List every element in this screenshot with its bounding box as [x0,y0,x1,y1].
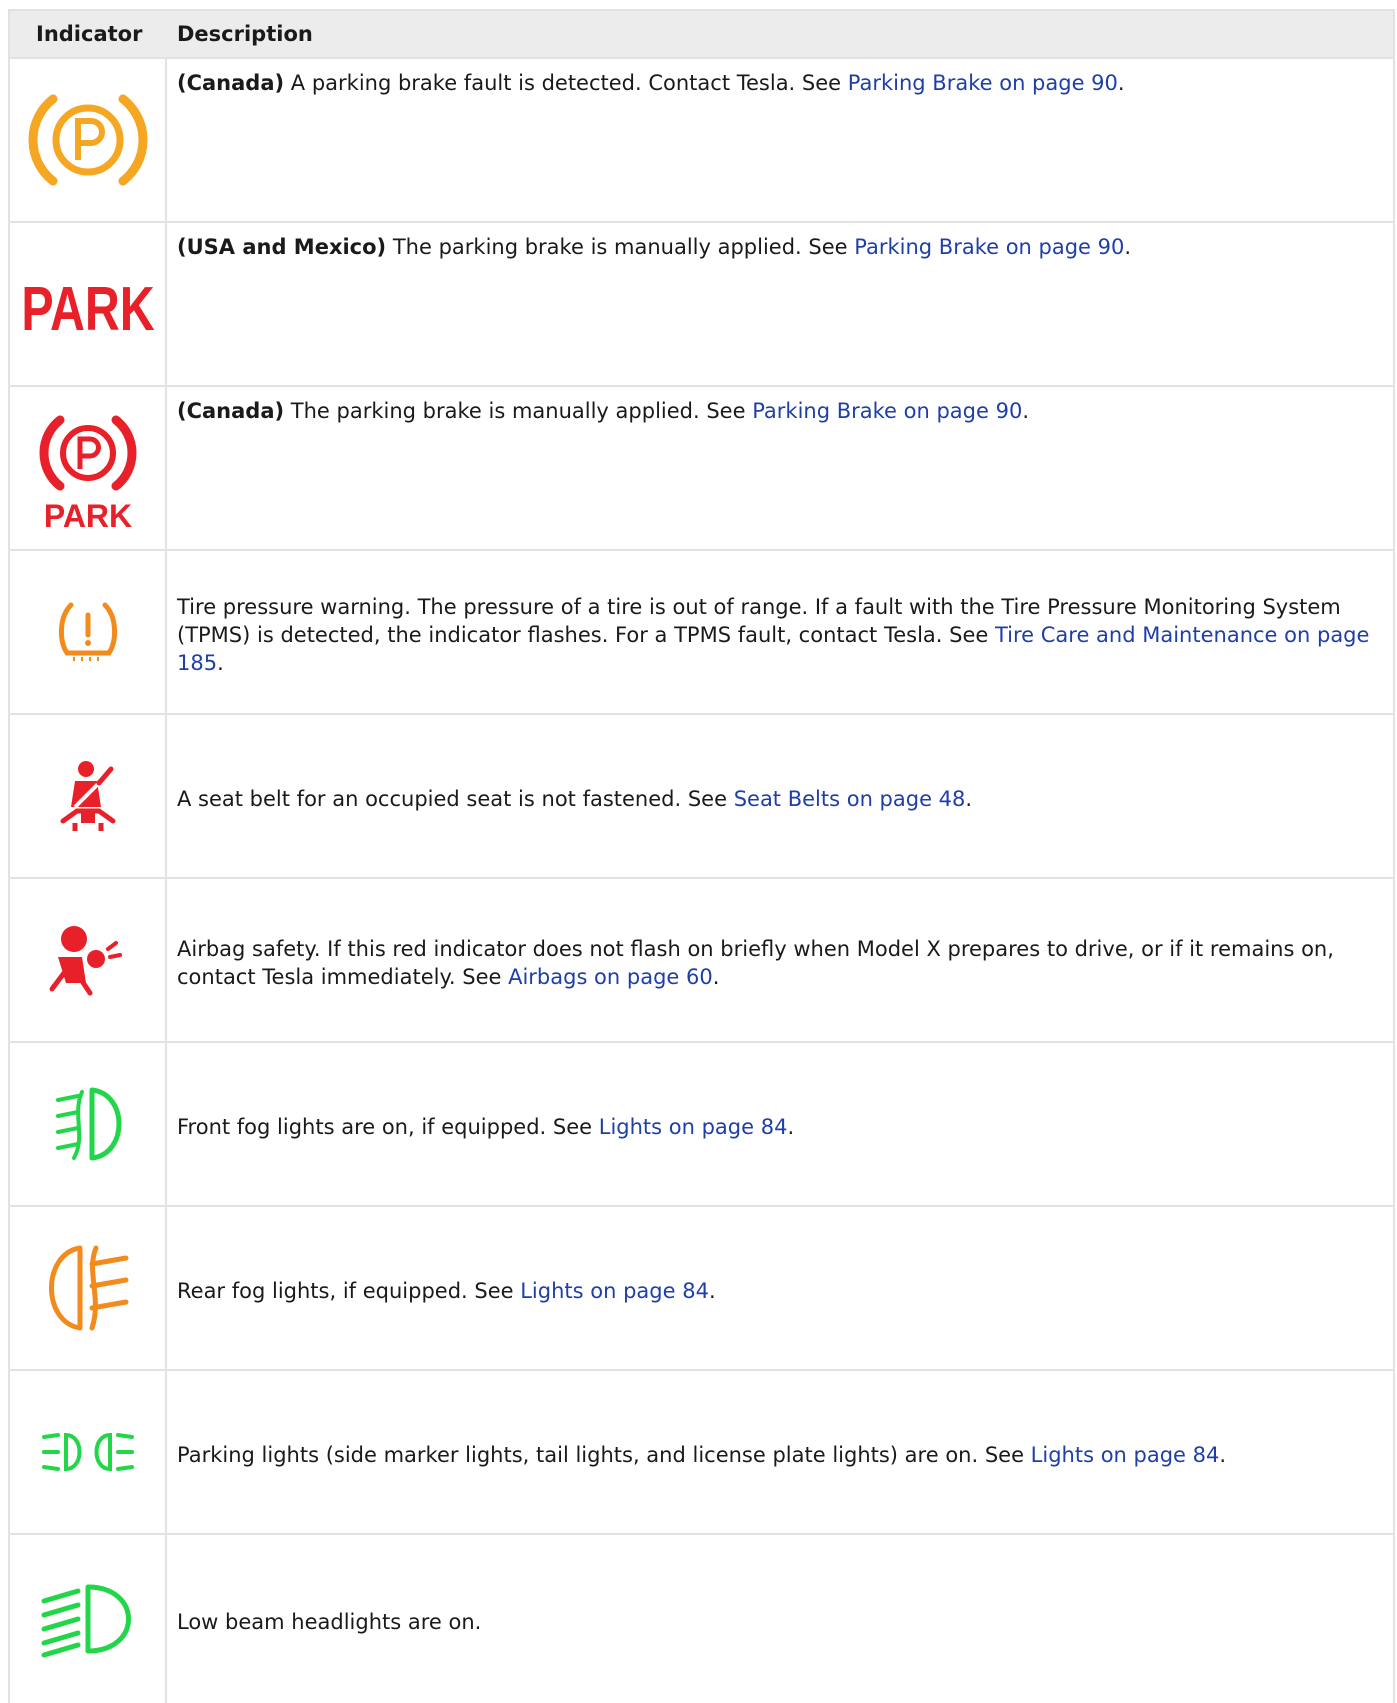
description-cell [167,223,1393,385]
page-link[interactable]: Seat Belts on page 48 [733,787,966,811]
description-suffix: . [1022,399,1030,423]
page-link[interactable]: Tire Care and Maintenance on page 185 [177,623,1370,675]
description-text: The parking brake is manually applied. See [386,235,855,259]
seat-belt-icon [53,759,123,833]
description-suffix: . [708,1279,716,1303]
description-cell [167,387,1393,549]
region-prefix: (USA and Mexico) [177,235,387,259]
description-suffix: . [1117,71,1125,95]
description-cell [167,1371,1393,1533]
table-row [10,1041,1393,1205]
description-suffix: . [965,787,973,811]
table-row [10,385,1393,549]
description-suffix: . [1124,235,1132,259]
indicator-table [8,9,1395,1703]
description-text: Tire pressure warning. The pressure of a tire is out of range. If a fault with the Tire Pressure Monitoring System (TPMS) is detected, the indicator flashes. For a TPMS fault, contact Tesla. See [177,595,1341,647]
table-row [10,1369,1393,1533]
indicator-cell [10,715,167,877]
description-suffix: . [712,965,720,989]
description-cell [167,59,1393,221]
table-row [10,713,1393,877]
description-suffix: . [787,1115,795,1139]
description-text: Rear fog lights, if equipped. See [177,1279,521,1303]
table-row [10,1533,1393,1703]
description-text: Airbag safety. If this red indicator does not flash on briefly when Model X prepares to drive, or if it remains on, contact Tesla immediately. See [177,937,1334,989]
description-cell [167,1535,1393,1703]
table-row [10,221,1393,385]
description-cell [167,551,1393,713]
description-text: The parking brake is manually applied. See [284,399,753,423]
page-link[interactable]: Airbags on page 60 [508,965,713,989]
indicator-cell [10,879,167,1041]
indicator-cell [10,1043,167,1205]
indicator-cell [10,1371,167,1533]
table-row [10,57,1393,221]
park-icon-label: PARK [20,274,155,344]
indicator-cell [10,387,167,549]
description-cell [167,715,1393,877]
page-link[interactable]: Lights on page 84 [598,1115,788,1139]
description-text: A seat belt for an occupied seat is not fastened. See [177,787,734,811]
parking-brake-canada-icon [28,403,148,533]
description-cell [167,1207,1393,1369]
region-prefix: (Canada) [177,399,285,423]
indicator-cell [10,59,167,221]
table-row [10,549,1393,713]
indicator-cell [10,223,167,385]
description-cell [167,879,1393,1041]
page-link[interactable]: Lights on page 84 [1030,1443,1220,1467]
low-beam-headlights-icon [38,1579,138,1659]
indicator-cell [10,551,167,713]
indicator-cell [10,1207,167,1369]
parking-brake-fault-icon [25,85,151,195]
description-text: A parking brake fault is detected. Contact Tesla. See [284,71,848,95]
page-link[interactable]: Parking Brake on page 90 [752,399,1023,423]
description-text: Parking lights (side marker lights, tail lights, and license plate lights) are on. See [177,1443,1031,1467]
park-text-icon [20,264,155,344]
rear-fog-lights-icon [40,1240,136,1336]
header-description: Description [177,22,313,46]
page-link[interactable]: Lights on page 84 [520,1279,709,1303]
indicator-cell [10,1535,167,1703]
table-row [10,877,1393,1041]
header-indicator: Indicator [36,22,143,46]
page-link[interactable]: Parking Brake on page 90 [847,71,1118,95]
table-header [10,9,1393,57]
description-cell [167,1043,1393,1205]
region-prefix: (Canada) [177,71,285,95]
description-text: Low beam headlights are on. [177,1610,482,1634]
description-text: Front fog lights are on, if equipped. See [177,1115,599,1139]
description-suffix: . [1219,1443,1227,1467]
tire-pressure-icon [53,597,123,667]
airbag-icon [48,923,128,997]
page-link[interactable]: Parking Brake on page 90 [854,235,1125,259]
description-suffix: . [217,651,224,675]
parking-lights-icon [38,1427,138,1477]
front-fog-lights-icon [48,1084,128,1164]
park-icon-label: PARK [43,498,132,534]
table-row [10,1205,1393,1369]
